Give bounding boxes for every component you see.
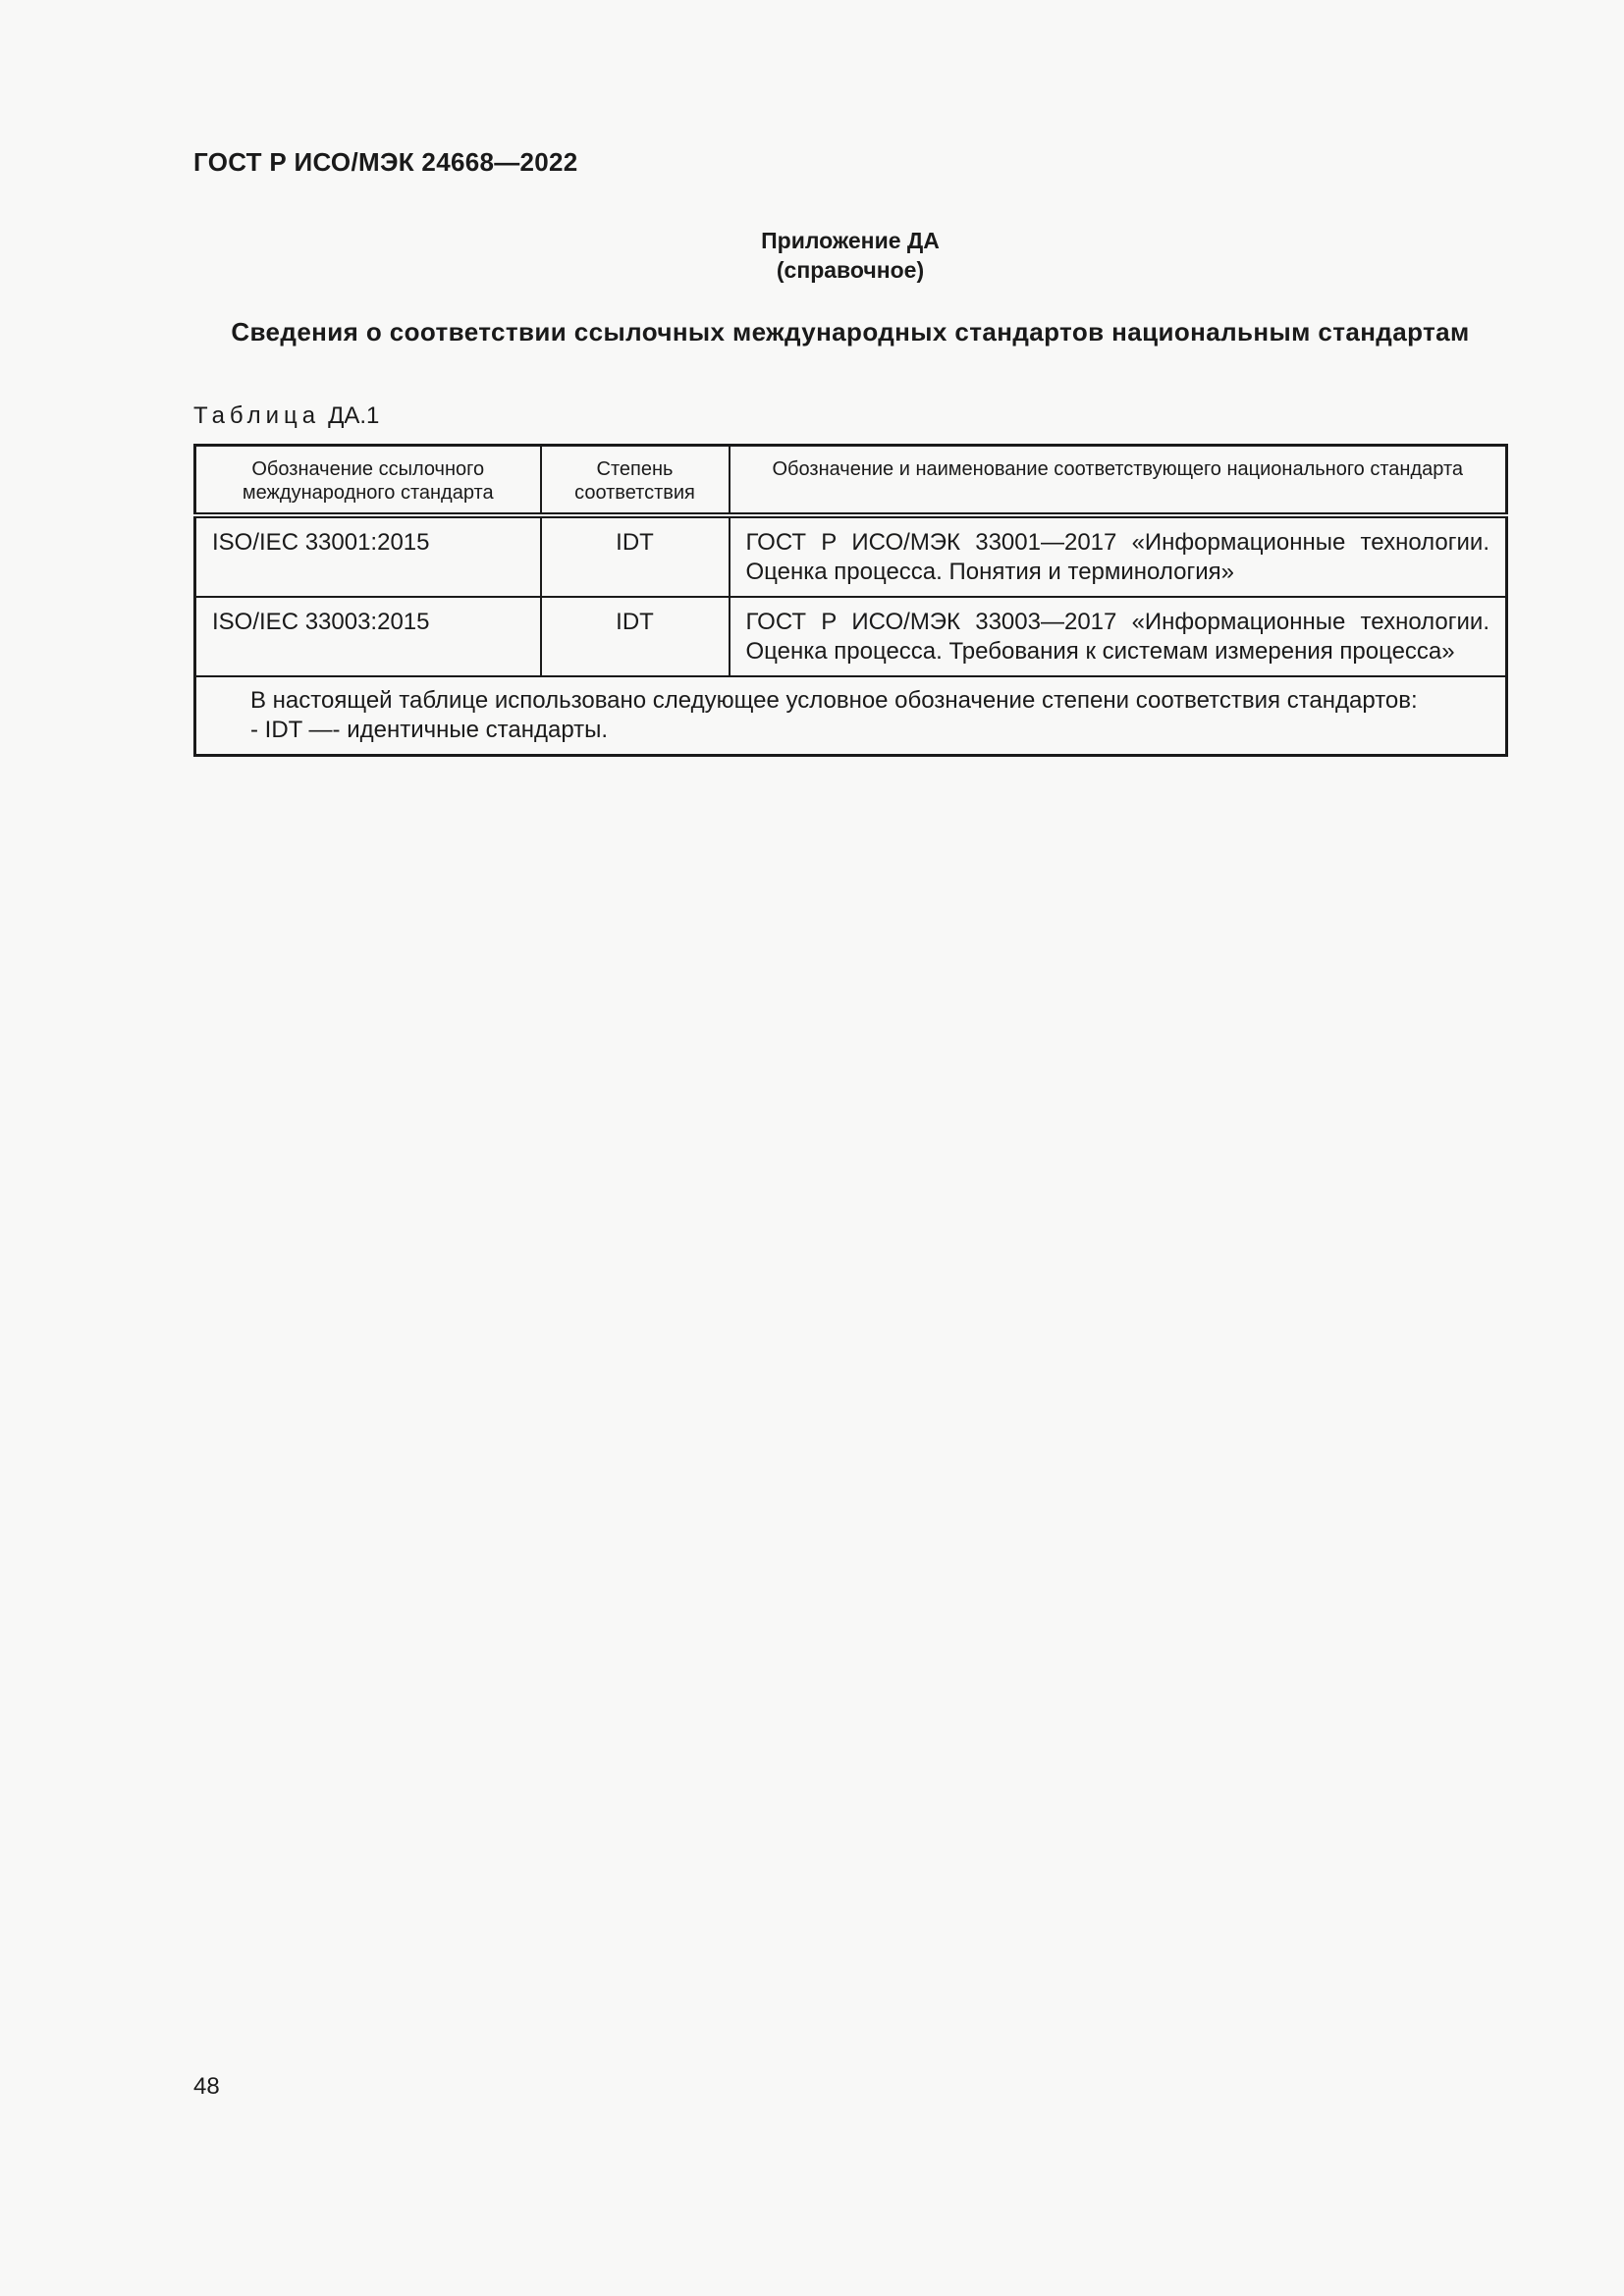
cell-degree: IDT xyxy=(541,597,730,676)
cell-intl-standard: ISO/IEC 33001:2015 xyxy=(195,515,541,597)
table-row xyxy=(195,597,1507,676)
table-row xyxy=(195,515,1507,597)
annex-heading xyxy=(193,226,1507,285)
cell-intl-standard: ISO/IEC 33003:2015 xyxy=(195,597,541,676)
table-footnote-row xyxy=(195,676,1507,756)
footnote-line: В настоящей таблице использовано следующее условное обозначение степени соответствия стандартов: xyxy=(250,687,1418,714)
table-header-row xyxy=(195,446,1507,516)
column-header-degree: Степень соответствия xyxy=(541,446,730,516)
annex-title: Приложение ДА xyxy=(761,228,940,253)
column-header-national-standard: Обозначение и наименование соответствующего национального стандарта xyxy=(730,446,1507,516)
cell-national-standard: ГОСТ Р ИСО/МЭК 33001—2017 «Информационные технологии. Оценка процесса. Понятия и терминология» xyxy=(730,515,1507,597)
section-title: Сведения о соответствии ссылочных международных стандартов национальным стандартам xyxy=(231,317,1470,347)
cell-degree: IDT xyxy=(541,515,730,597)
annex-subtitle: (справочное) xyxy=(776,257,925,283)
standards-table xyxy=(193,444,1508,757)
footnote-line: - IDT —- идентичные стандарты. xyxy=(250,717,609,743)
table-caption xyxy=(193,402,379,430)
cell-national-standard: ГОСТ Р ИСО/МЭК 33003—2017 «Информационные технологии. Оценка процесса. Требования к системам измерения процесса» xyxy=(730,597,1507,676)
column-header-intl-standard: Обозначение ссылочного международного стандарта xyxy=(195,446,541,516)
table-footnote xyxy=(195,676,1507,756)
page-number: 48 xyxy=(193,2073,220,2100)
document-header: ГОСТ Р ИСО/МЭК 24668—2022 xyxy=(193,147,578,177)
table-caption-label: Таблица xyxy=(193,402,321,429)
table-caption-number: ДА.1 xyxy=(328,402,380,429)
